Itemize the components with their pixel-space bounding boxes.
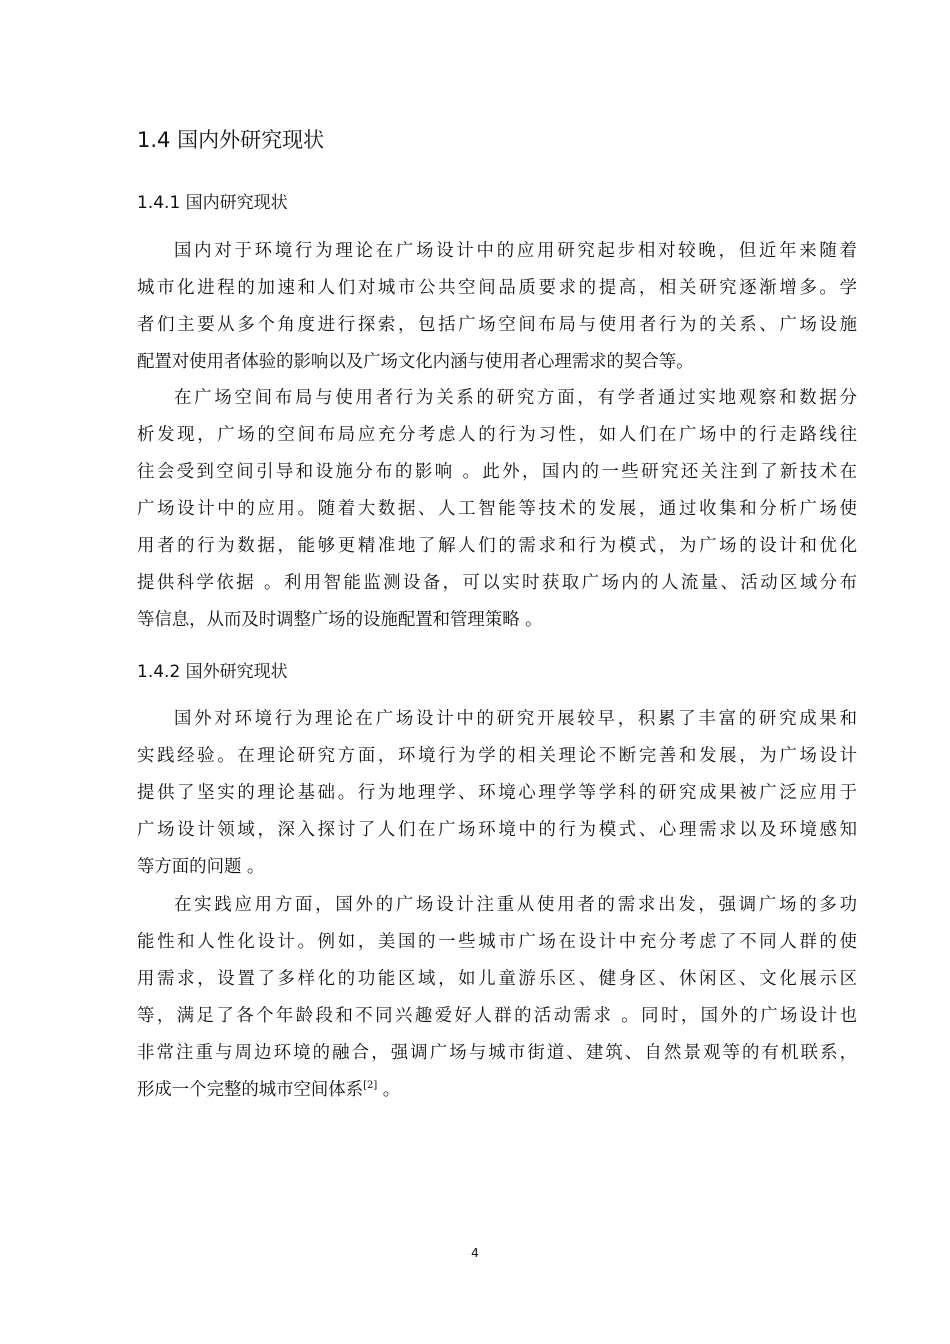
- text-line: 往会受到空间引导和设施分布的影响 。此外，国内的一些研究还关注到了新技术在: [137, 462, 857, 482]
- text-line: 在广场空间布局与使用者行为关系的研究方面，有学者通过实地观察和数据分: [174, 388, 857, 408]
- text-fragment: 形成一个完整的城市空间体系: [137, 1080, 364, 1100]
- text-line: 国外对环境行为理论在广场设计中的研究开展较早，积累了丰富的研究成果和: [174, 709, 857, 729]
- text-line: 非常注重与周边环境的融合，强调广场与城市街道、建筑、自然景观等的有机联系，: [137, 1043, 857, 1063]
- text-line: 实践经验。在理论研究方面，环境行为学的相关理论不断完善和发展，为广场设计: [137, 746, 857, 766]
- paragraph-domestic-1: [137, 233, 857, 381]
- page-number: 4: [471, 1246, 479, 1260]
- text-line: 能性和人性化设计。例如，美国的一些城市广场在设计中充分考虑了不同人群的使: [137, 932, 857, 952]
- paragraph-foreign-1: [137, 701, 857, 886]
- section-heading: 1.4 国内外研究现状: [137, 128, 325, 152]
- paragraph-foreign-2: [137, 887, 857, 1109]
- text-line: 广场设计领域，深入探讨了人们在广场环境中的行为模式、心理需求以及环境感知: [137, 820, 857, 840]
- text-line: 者们主要从多个角度进行探索，包括广场空间布局与使用者行为的关系、广场设施: [137, 315, 857, 335]
- subsection-heading-foreign: 1.4.2 国外研究现状: [137, 662, 288, 682]
- text-line-last: [137, 1072, 857, 1109]
- text-line: 用者的行为数据，能够更精准地了解人们的需求和行为模式，为广场的设计和优化: [137, 536, 857, 556]
- text-line: 用需求，设置了多样化的功能区域，如儿童游乐区、健身区、休闲区、文化展示区: [137, 969, 857, 989]
- text-line: 在实践应用方面，国外的广场设计注重从使用者的需求出发，强调广场的多功: [174, 895, 857, 915]
- text-line: 提供了坚实的理论基础。行为地理学、环境心理学等学科的研究成果被广泛应用于: [137, 783, 857, 803]
- paragraph-domestic-2: [137, 380, 857, 639]
- text-line: 配置对使用者体验的影响以及广场文化内涵与使用者心理需求的契合等。: [137, 352, 694, 372]
- subsection-heading-domestic: 1.4.1 国内研究现状: [137, 193, 288, 213]
- text-line: 等方面的问题 。: [137, 857, 265, 877]
- text-line: 广场设计中的应用。随着大数据、人工智能等技术的发展，通过收集和分析广场使: [137, 499, 857, 519]
- text-line: 析发现，广场的空间布局应充分考虑人的行为习性，如人们在广场中的行走路线往: [137, 425, 857, 445]
- text-line: 提供科学依据 。利用智能监测设备，可以实时获取广场内的人流量、活动区域分布: [137, 573, 857, 593]
- citation-marker[interactable]: [2]: [363, 1080, 378, 1092]
- text-line: 等，满足了各个年龄段和不同兴趣爱好人群的活动需求 。同时，国外的广场设计也: [137, 1006, 857, 1026]
- text-line: 等信息，从而及时调整广场的设施配置和管理策略 。: [137, 610, 543, 630]
- text-line: 城市化进程的加速和人们对城市公共空间品质要求的提高，相关研究逐渐增多。学: [137, 278, 857, 298]
- text-fragment-end: 。: [377, 1080, 401, 1100]
- text-line: 国内对于环境行为理论在广场设计中的应用研究起步相对较晚，但近年来随着: [174, 241, 857, 261]
